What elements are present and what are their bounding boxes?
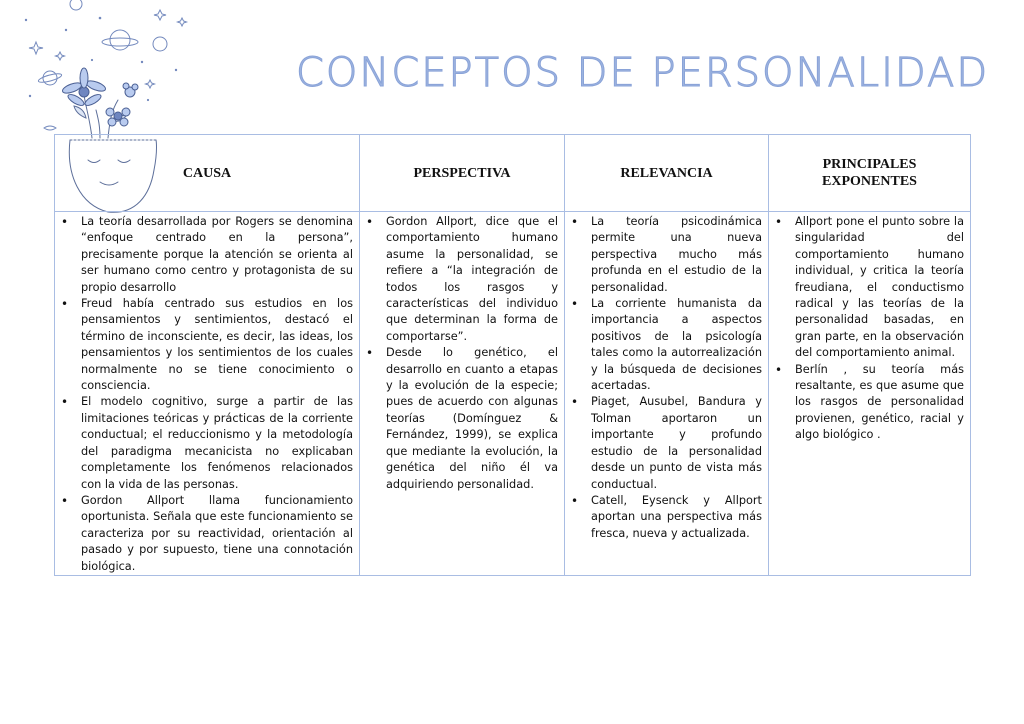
header-perspectiva: PERSPECTIVA [360,135,565,212]
perspectiva-list [364,214,558,493]
list-item: • La teoría psicodinámica permite una nueva perspectiva mucho más profunda en el estudio de la personalidad. [591,214,762,296]
table-header-row [55,135,971,212]
list-item: • Desde lo genético, el desarrollo en cuanto a etapas y la evolución de la especie; pues de acuerdo con algunas teorías (Domínguez & Fernández, 1999), se explica que mediante la evolución, la genética del niño él va adquiriendo personalidad. [386,345,558,493]
exponentes-list [773,214,964,444]
list-item: • Gordon Allport llama funcionamiento oportunista. Señala que este funcionamiento se caracteriza por su reactividad, orientación al pasado y por supuesto, tiene una connotación biológica. [81,493,353,575]
causa-cell [55,212,360,576]
list-item: • Catell, Eysenck y Allport aportan una perspectiva más fresca, nueva y actualizada. [591,493,762,542]
list-item: • La corriente humanista da importancia a aspectos positivos de la psicología tales como la autorrealización y la búsqueda de decisiones acertadas. [591,296,762,394]
relevancia-cell [565,212,769,576]
list-item: • Piaget, Ausubel, Bandura y Tolman aportaron un importante y profundo estudio de la personalidad desde un punto de vista más conductual. [591,394,762,492]
concepts-table [54,134,971,576]
list-item: • Freud había centrado sus estudios en los pensamientos y sentimientos, destacó el término de inconsciente, es decir, las ideas, los pensamientos y los sentimientos de los cuales normalmente no se tiene conocimiento o consciencia. [81,296,353,394]
perspectiva-cell [360,212,565,576]
exponentes-cell [769,212,971,576]
list-item: • Berlín , su teoría más resaltante, es que asume que los rasgos de personalidad provienen, genético, racial y algo biológico . [795,362,964,444]
table-row [55,212,971,576]
header-causa: CAUSA [55,135,360,212]
list-item: • El modelo cognitivo, surge a partir de las limitaciones teóricas y prácticas de la corriente conductual; el reduccionismo y la metodología del paradigma mecanicista no explicaban completamente los fenómenos relacionados con la vida de las personas. [81,394,353,492]
relevancia-list [569,214,762,542]
header-relevancia: RELEVANCIA [565,135,769,212]
page-title: CONCEPTOS DE PERSONALIDAD [296,50,990,96]
list-item: • La teoría desarrollada por Rogers se denomina “enfoque centrado en la persona”, precisamente porque la atención se orienta al ser humano como centro y protagonista de su propio desarrollo [81,214,353,296]
causa-list [59,214,353,575]
list-item: • Gordon Allport, dice que el comportamiento humano asume la personalidad, se refiere a “la integración de todos los rasgos y características del individuo que determinan la forma de comportarse”. [386,214,558,345]
list-item: • Allport pone el punto sobre la singularidad del comportamiento humano individual, y critica la teoría freudiana, el conductismo radical y las teorías de la personalidad basadas, en gran parte, en la observación del comportamiento animal. [795,214,964,362]
header-exponentes: PRINCIPALES EXPONENTES [769,135,971,212]
